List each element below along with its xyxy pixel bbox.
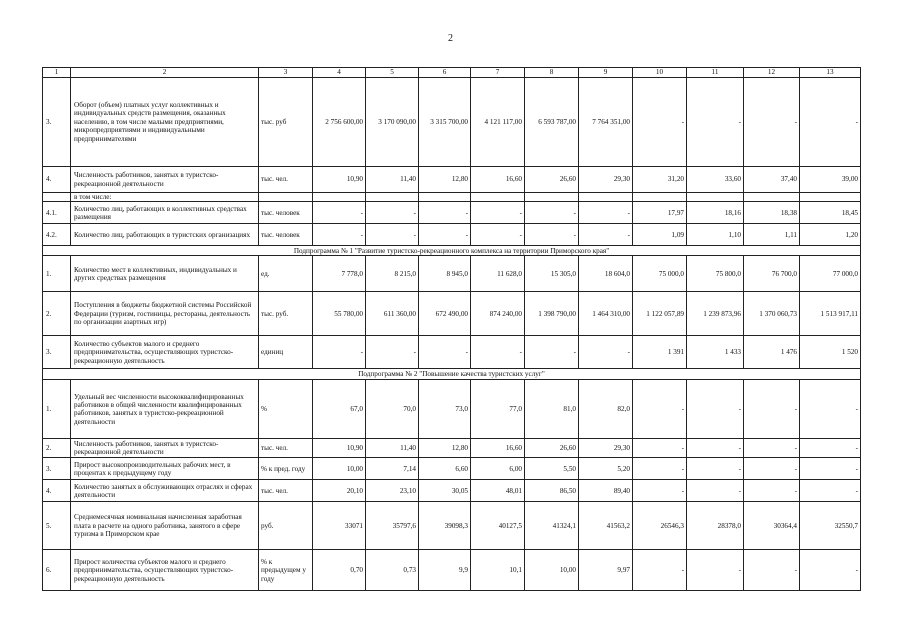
empty-cell	[687, 193, 744, 202]
value-cell: 1,20	[800, 224, 861, 246]
column-number-cell: 12	[744, 68, 800, 78]
value-cell: 1,10	[687, 224, 744, 246]
unit-cell: тыс. руб	[259, 78, 313, 167]
value-cell: 7,14	[366, 458, 419, 480]
column-number-cell: 3	[259, 68, 313, 78]
column-number-cell: 4	[313, 68, 366, 78]
value-cell: 12,80	[419, 439, 471, 458]
value-cell: 89,40	[579, 480, 633, 502]
value-cell: -	[633, 380, 687, 439]
table-row	[43, 502, 861, 550]
value-cell: -	[633, 439, 687, 458]
unit-cell: тыс. чел.	[259, 439, 313, 458]
value-cell: 6 593 787,00	[525, 78, 579, 167]
column-number-cell: 8	[525, 68, 579, 78]
value-cell: -	[687, 78, 744, 167]
value-cell: 18 604,0	[579, 256, 633, 292]
value-cell: 81,0	[525, 380, 579, 439]
value-cell: 40127,5	[471, 502, 525, 550]
value-cell: 8 215,0	[366, 256, 419, 292]
table-row	[43, 78, 861, 167]
value-cell: 1 464 310,00	[579, 292, 633, 336]
value-cell: 10,00	[525, 550, 579, 591]
unit-cell: тыс. руб.	[259, 292, 313, 336]
value-cell: 9,9	[419, 550, 471, 591]
table-row	[43, 336, 861, 369]
indicator-name: Поступления в бюджеты бюджетной системы Российской Федерации (туризм, гостиницы, рестораны, деятельность по организации азартных игр)	[71, 292, 259, 336]
value-cell: 0,70	[313, 550, 366, 591]
value-cell: 82,0	[579, 380, 633, 439]
value-cell: 1 398 790,00	[525, 292, 579, 336]
row-number: 3.	[43, 78, 71, 167]
value-cell: 20,10	[313, 480, 366, 502]
value-cell: -	[633, 78, 687, 167]
value-cell: 5,20	[579, 458, 633, 480]
value-cell: 7 778,0	[313, 256, 366, 292]
table-row	[43, 202, 861, 224]
value-cell: 12,80	[419, 167, 471, 193]
value-cell: 16,60	[471, 439, 525, 458]
value-cell: -	[744, 78, 800, 167]
value-cell: -	[687, 380, 744, 439]
value-cell: 76 700,0	[744, 256, 800, 292]
value-cell: 1 370 060,73	[744, 292, 800, 336]
value-cell: -	[687, 439, 744, 458]
value-cell: 37,40	[744, 167, 800, 193]
value-cell: -	[800, 480, 861, 502]
value-cell: -	[579, 224, 633, 246]
value-cell: 35797,6	[366, 502, 419, 550]
value-cell: 16,60	[471, 167, 525, 193]
value-cell: 26,60	[525, 439, 579, 458]
value-cell: 0,73	[366, 550, 419, 591]
table-body	[43, 68, 861, 591]
column-number-cell: 2	[71, 68, 259, 78]
value-cell: 75 000,0	[633, 256, 687, 292]
value-cell: -	[313, 202, 366, 224]
unit-cell: % к предыдущем у году	[259, 550, 313, 591]
indicator-name: Количество мест в коллективных, индивидуальных и других средствах размещения	[71, 256, 259, 292]
empty-cell	[366, 193, 419, 202]
indicators-table	[42, 67, 861, 591]
value-cell: -	[366, 336, 419, 369]
value-cell: 29,30	[579, 439, 633, 458]
value-cell: 23,10	[366, 480, 419, 502]
value-cell: 33071	[313, 502, 366, 550]
row-number: 2.	[43, 439, 71, 458]
value-cell: 8 945,0	[419, 256, 471, 292]
table-row	[43, 380, 861, 439]
value-cell: 11,40	[366, 439, 419, 458]
value-cell: 6,00	[471, 458, 525, 480]
value-cell: -	[525, 224, 579, 246]
value-cell: 86,50	[525, 480, 579, 502]
value-cell: 31,20	[633, 167, 687, 193]
empty-cell	[633, 193, 687, 202]
value-cell: 30364,4	[744, 502, 800, 550]
value-cell: 611 360,00	[366, 292, 419, 336]
value-cell: -	[525, 202, 579, 224]
value-cell: 17,97	[633, 202, 687, 224]
value-cell: 70,0	[366, 380, 419, 439]
column-number-cell: 6	[419, 68, 471, 78]
empty-cell	[419, 193, 471, 202]
column-number-row	[43, 68, 861, 78]
column-number-cell: 1	[43, 68, 71, 78]
value-cell: 1 433	[687, 336, 744, 369]
value-cell: 1,09	[633, 224, 687, 246]
value-cell: -	[687, 550, 744, 591]
value-cell: 18,45	[800, 202, 861, 224]
value-cell: 39098,3	[419, 502, 471, 550]
value-cell: 77 000,0	[800, 256, 861, 292]
indicator-name: Численность работников, занятых в туристско-рекреационной деятельности	[71, 439, 259, 458]
column-number-cell: 10	[633, 68, 687, 78]
value-cell: -	[800, 458, 861, 480]
value-cell: 1 239 873,96	[687, 292, 744, 336]
table-row	[43, 224, 861, 246]
table-row	[43, 292, 861, 336]
unit-cell: %	[259, 380, 313, 439]
value-cell: -	[366, 224, 419, 246]
unit-cell: тыс. чел.	[259, 480, 313, 502]
table-row	[43, 480, 861, 502]
indicator-name: Количество занятых в обслуживающих отраслях и сферах деятельности	[71, 480, 259, 502]
row-number: 4.2.	[43, 224, 71, 246]
row-number: 3.	[43, 336, 71, 369]
row-number: 2.	[43, 292, 71, 336]
value-cell: 26546,3	[633, 502, 687, 550]
indicator-name: Количество субъектов малого и среднего предпринимательства, осуществляющих туристско-рекреационную деятельность	[71, 336, 259, 369]
page-number: 2	[448, 33, 453, 44]
row-number: 4.1.	[43, 202, 71, 224]
value-cell: 10,00	[313, 458, 366, 480]
empty-cell	[579, 193, 633, 202]
value-cell: 1 476	[744, 336, 800, 369]
value-cell: -	[633, 480, 687, 502]
column-number-cell: 11	[687, 68, 744, 78]
value-cell: -	[313, 224, 366, 246]
value-cell: 39,00	[800, 167, 861, 193]
value-cell: -	[744, 380, 800, 439]
empty-cell	[744, 193, 800, 202]
column-number-cell: 5	[366, 68, 419, 78]
empty-cell	[313, 193, 366, 202]
row-number: 6.	[43, 550, 71, 591]
value-cell: 2 756 600,00	[313, 78, 366, 167]
empty-cell	[43, 193, 71, 202]
value-cell: 10,1	[471, 550, 525, 591]
table-row	[43, 550, 861, 591]
table-row	[43, 167, 861, 193]
row-number: 4.	[43, 480, 71, 502]
value-cell: -	[366, 202, 419, 224]
unit-cell: единиц	[259, 336, 313, 369]
value-cell: -	[525, 336, 579, 369]
value-cell: 28378,0	[687, 502, 744, 550]
subheading-row	[43, 193, 861, 202]
value-cell: 32550,7	[800, 502, 861, 550]
indicator-name: Прирост высокопроизводительных рабочих мест, в процентах к предыдущему году	[71, 458, 259, 480]
value-cell: -	[633, 458, 687, 480]
value-cell: 3 170 090,00	[366, 78, 419, 167]
value-cell: -	[800, 439, 861, 458]
value-cell: -	[471, 202, 525, 224]
value-cell: -	[687, 480, 744, 502]
value-cell: 41324,1	[525, 502, 579, 550]
empty-cell	[800, 193, 861, 202]
value-cell: 75 800,0	[687, 256, 744, 292]
value-cell: -	[419, 202, 471, 224]
value-cell: 15 305,0	[525, 256, 579, 292]
row-number: 3.	[43, 458, 71, 480]
unit-cell: руб.	[259, 502, 313, 550]
value-cell: 33,60	[687, 167, 744, 193]
empty-cell	[525, 193, 579, 202]
value-cell: 672 490,00	[419, 292, 471, 336]
indicator-name: Оборот (объем) платных услуг коллективных и индивидуальных средств размещения, оказанных населению, в том числе малыми предприятиями, микропредприятиями и индивидуальными предпринимателями	[71, 78, 259, 167]
subprogram-title: Подпрограмма № 1 "Развитие туристско-рекреационного комплекса на территории Приморского края"	[43, 246, 861, 256]
unit-cell: тыс. человек	[259, 224, 313, 246]
value-cell: 1 122 057,89	[633, 292, 687, 336]
value-cell: 1 520	[800, 336, 861, 369]
value-cell: 26,60	[525, 167, 579, 193]
value-cell: 29,30	[579, 167, 633, 193]
indicator-name: Количество лиц, работающих в туристских организациях	[71, 224, 259, 246]
value-cell: 5,50	[525, 458, 579, 480]
value-cell: -	[744, 550, 800, 591]
value-cell: 48,01	[471, 480, 525, 502]
indicator-name: Численность работников, занятых в туристско-рекреационной деятельности	[71, 167, 259, 193]
value-cell: -	[800, 550, 861, 591]
unit-cell: тыс. чел.	[259, 167, 313, 193]
value-cell: 10,90	[313, 439, 366, 458]
value-cell: -	[744, 458, 800, 480]
column-number-cell: 9	[579, 68, 633, 78]
value-cell: 73,0	[419, 380, 471, 439]
table-row	[43, 256, 861, 292]
value-cell: 3 315 700,00	[419, 78, 471, 167]
unit-cell: % к пред. году	[259, 458, 313, 480]
value-cell: -	[471, 336, 525, 369]
row-number: 5.	[43, 502, 71, 550]
value-cell: -	[419, 336, 471, 369]
value-cell: -	[471, 224, 525, 246]
value-cell: -	[744, 480, 800, 502]
value-cell: -	[800, 380, 861, 439]
indicator-name: Прирост количества субъектов малого и среднего предпринимательства, осуществляющих туристско-рекреационную деятельность	[71, 550, 259, 591]
subprogram-title: Подпрограмма № 2 "Повышение качества туристских услуг"	[43, 369, 861, 380]
column-number-cell: 13	[800, 68, 861, 78]
empty-cell	[471, 193, 525, 202]
indicator-name: Количество лиц, работающих в коллективных средствах размещения	[71, 202, 259, 224]
value-cell: 18,16	[687, 202, 744, 224]
indicator-name: Удельный вес численности высококвалифицированных работников в общей численности квалифицированных работников, занятых в туристско-рекреационной деятельности	[71, 380, 259, 439]
value-cell: 6,60	[419, 458, 471, 480]
empty-cell	[259, 193, 313, 202]
value-cell: 18,38	[744, 202, 800, 224]
value-cell: 874 240,00	[471, 292, 525, 336]
value-cell: -	[579, 202, 633, 224]
value-cell: 77,0	[471, 380, 525, 439]
value-cell: -	[579, 336, 633, 369]
row-number: 1.	[43, 380, 71, 439]
value-cell: 55 780,00	[313, 292, 366, 336]
value-cell: -	[687, 458, 744, 480]
value-cell: 9,97	[579, 550, 633, 591]
value-cell: -	[313, 336, 366, 369]
value-cell: 1 513 917,11	[800, 292, 861, 336]
subheading-text: в том числе:	[71, 193, 259, 202]
table-row	[43, 458, 861, 480]
table-row	[43, 439, 861, 458]
row-number: 4.	[43, 167, 71, 193]
indicator-name: Среднемесячная номинальная начисленная заработная плата в расчете на одного работника, занятого в сфере туризма в Приморском крае	[71, 502, 259, 550]
value-cell: -	[744, 439, 800, 458]
value-cell: -	[633, 550, 687, 591]
subprogram-heading-row	[43, 369, 861, 380]
value-cell: 1,11	[744, 224, 800, 246]
value-cell: 11,40	[366, 167, 419, 193]
value-cell: 67,0	[313, 380, 366, 439]
value-cell: -	[800, 78, 861, 167]
value-cell: 11 628,0	[471, 256, 525, 292]
unit-cell: тыс. человек	[259, 202, 313, 224]
value-cell: 4 121 117,00	[471, 78, 525, 167]
value-cell: -	[419, 224, 471, 246]
column-number-cell: 7	[471, 68, 525, 78]
value-cell: 7 764 351,00	[579, 78, 633, 167]
value-cell: 10,90	[313, 167, 366, 193]
value-cell: 30,05	[419, 480, 471, 502]
row-number: 1.	[43, 256, 71, 292]
value-cell: 41563,2	[579, 502, 633, 550]
value-cell: 1 391	[633, 336, 687, 369]
subprogram-heading-row	[43, 246, 861, 256]
unit-cell: ед.	[259, 256, 313, 292]
